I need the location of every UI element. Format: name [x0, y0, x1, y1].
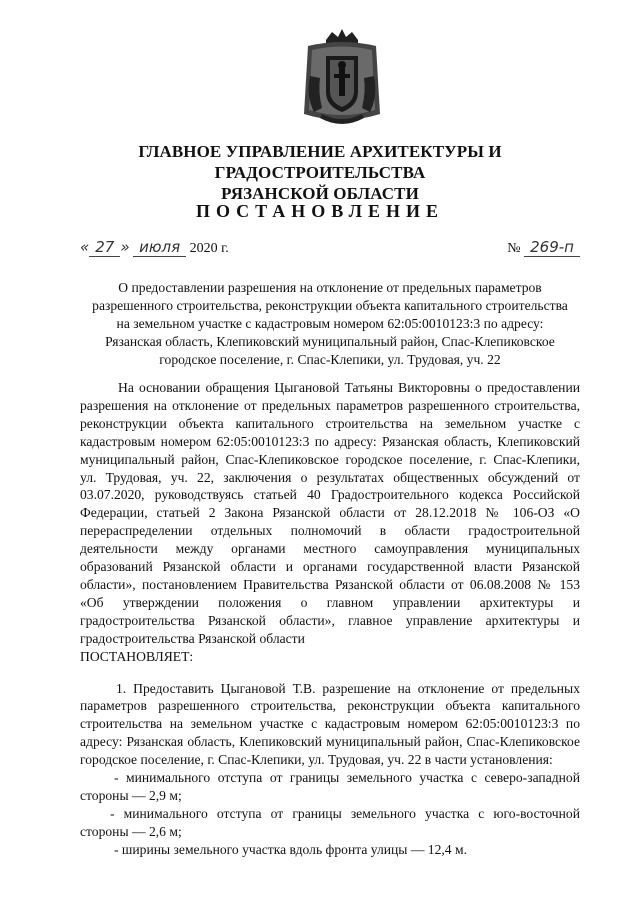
date-year: 2020 г. [189, 241, 229, 256]
subject-line: разрешенного строительства, реконструкции объекта капитального строительства [92, 298, 568, 313]
date-month: июля [133, 238, 186, 257]
list-item: - ширины земельного участка вдоль фронта улицы — 12,4 м. [114, 841, 467, 857]
date-close-quote: » [120, 238, 130, 256]
subject-line: О предоставлении разрешения на отклонение от предельных параметров [118, 280, 542, 295]
coat-of-arms-icon [296, 26, 388, 130]
number-prefix: № [507, 241, 521, 256]
list-item: - минимального отступа от границы земельного участка с северо-западной стороны — 2,9 м; [80, 770, 580, 803]
document-date [80, 238, 229, 257]
date-open-quote: « [80, 238, 90, 256]
organization-name-line2: РЯЗАНСКОЙ ОБЛАСТИ [221, 184, 419, 203]
subject-line: на земельном участке с кадастровым номером 62:05:0010123:3 по адресу: [116, 316, 544, 331]
document-title: ПОСТАНОВЛЕНИЕ [195, 201, 445, 221]
document-body [80, 379, 580, 859]
organization-name-line1: ГЛАВНОЕ УПРАВЛЕНИЕ АРХИТЕКТУРЫ И ГРАДОСТРОИТЕЛЬСТВА [138, 142, 502, 182]
date-day: 27 [89, 238, 120, 257]
number-value: 269-п [524, 238, 580, 257]
resolves-label: ПОСТАНОВЛЯЕТ: [80, 648, 194, 664]
date-number-row [80, 238, 580, 262]
document-number [507, 238, 580, 257]
subject-line: Рязанская область, Клепиковский муниципальный район, Спас-Клепиковское [105, 334, 555, 349]
preamble-paragraph: На основании обращения Цыгановой Татьяны Викторовны о предоставлении разрешения на отклонение от предельных параметров разрешенного строительства, реконструкции объекта капитального строительства на земельном участке с кадастровым номером 62:05:0010123:3 по адресу: Рязанская область, Клепиковский муниципальный район, Спас-Клепиковское городское поселение, г. Спас-Клепики, ул. Трудовая, уч. 22, заключения о результатах общественных обсуждений от 03.07.2020, руководствуясь статьей 40 Градостроительного кодекса Российской Федерации, статьей 2 Закона Рязанской области от 28.12.2018 № 106-ОЗ «О перераспределении отдельных полномочий в области градостроительной деятельности между органами местного самоуправления муниципальных образований Рязанской области и органами государственной власти Рязанской области», постановлением Правительства Рязанской области от 06.08.2008 № 153 «Об утверждении положения о главном управлении архитектуры и градостроительства Рязанской области», главное управление архитектуры и градостроительства Рязанской области [80, 380, 580, 646]
subject-line: городское поселение, г. Спас-Клепики, ул. Трудовая, уч. 22 [159, 352, 501, 367]
organization-name [40, 141, 600, 204]
document-subject [80, 279, 580, 369]
list-item: - минимального отступа от границы земельного участка с юго-восточной стороны — 2,6 м; [80, 805, 580, 839]
item-1-paragraph: 1. Предоставить Цыгановой Т.В. разрешение на отклонение от предельных параметров разрешенного строительства, реконструкции объекта капитального строительства на земельном участке с кадастровым номером 62:05:0010123:3 по адресу: Рязанская область, Клепиковский муниципальный район, Спас-Клепиковское городское поселение, г. Спас-Клепики, ул. Трудовая, уч. 22 в части установления: [80, 680, 580, 768]
